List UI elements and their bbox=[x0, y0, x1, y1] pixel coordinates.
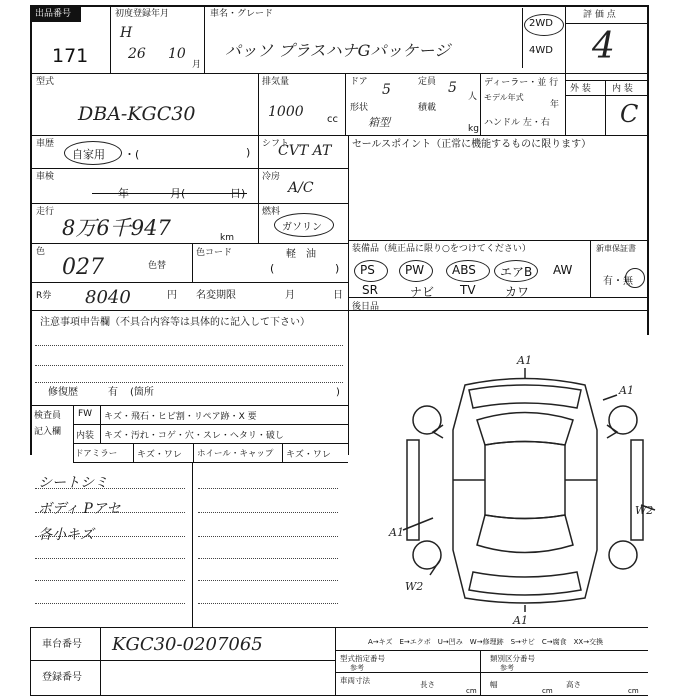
registration-label: 初度登録年月 bbox=[115, 9, 170, 19]
cert-ref-2: 参考 bbox=[500, 664, 514, 672]
interior-value: C bbox=[620, 100, 639, 128]
model-label: 型式 bbox=[36, 77, 55, 87]
inspector-interior-head: 内装 bbox=[76, 431, 95, 441]
expiry-day: 日 bbox=[333, 290, 343, 301]
registration-year: 26 bbox=[128, 46, 146, 62]
fuel-value: ガソリン bbox=[282, 222, 322, 233]
drive-4wd: 4WD bbox=[529, 45, 553, 56]
inspection-year: 年 bbox=[118, 187, 129, 200]
fuel-open: ( bbox=[270, 262, 275, 275]
new-warranty-label: 新車保証書 bbox=[596, 244, 636, 253]
inspection-label: 車検 bbox=[36, 172, 55, 182]
recycle-value: 8040 bbox=[85, 287, 131, 308]
car-windshield bbox=[477, 413, 573, 446]
plate-label: 登録番号 bbox=[42, 672, 82, 683]
sales-point-label: セールスポイント（正常に機能するものに限ります） bbox=[352, 139, 592, 150]
repair-place-label: (箇所 bbox=[130, 387, 154, 398]
year-unit: 年 bbox=[550, 100, 560, 110]
expiry-month: 月 bbox=[285, 290, 295, 301]
mark-a1-topright: A1 bbox=[619, 384, 634, 397]
leader-a1-topright bbox=[603, 395, 617, 400]
repair-history-label: 修復歴 bbox=[48, 387, 78, 398]
height-label: 高さ bbox=[566, 680, 581, 689]
recycle-label: R券 bbox=[36, 291, 52, 301]
new-warranty-value: 有・無 bbox=[603, 276, 633, 287]
equipment-item-3: ABS bbox=[452, 263, 476, 277]
mark-a1-top: A1 bbox=[517, 354, 532, 367]
history-label: 車歴 bbox=[36, 139, 55, 149]
color-code-label: 色コード bbox=[196, 248, 233, 258]
equipment-item-4: エアB bbox=[500, 265, 533, 279]
inspection-month: 月( bbox=[170, 187, 186, 200]
car-roof bbox=[485, 442, 565, 519]
height-cm: cm bbox=[628, 687, 639, 695]
cc-unit: cc bbox=[327, 114, 338, 125]
history-suffix: ・( bbox=[124, 148, 140, 161]
handwritten-note-3: 各小キズ bbox=[38, 527, 94, 543]
exterior-label: 外 装 bbox=[570, 84, 591, 94]
right-side-panel bbox=[631, 440, 643, 540]
registration-month: 10 bbox=[168, 46, 186, 62]
car-name-value: パッソ プラスハナGパッケージ bbox=[225, 41, 451, 60]
inspector-label-1: 検査員 bbox=[34, 411, 62, 421]
length-cm: cm bbox=[466, 687, 477, 695]
fuel-close: ) bbox=[335, 262, 340, 275]
score-value: 4 bbox=[592, 26, 615, 67]
dealer-label: ディーラー・並 行 bbox=[484, 78, 559, 88]
repair-history-value: 有 bbox=[108, 387, 118, 398]
shape-label: 形状 bbox=[350, 103, 369, 113]
lot-number-label: 出品番号 bbox=[35, 9, 72, 19]
color-label: 色 bbox=[36, 247, 46, 257]
mileage-label: 走行 bbox=[36, 207, 55, 217]
rear-item-label: 後日品 bbox=[352, 302, 380, 312]
notes-label: 注意事項申告欄（不具合内容等は具体的に記入して下さい） bbox=[40, 317, 310, 328]
person-unit: 人 bbox=[468, 92, 478, 102]
inspection-day: 日) bbox=[230, 187, 246, 200]
cooling-label: 冷房 bbox=[262, 172, 281, 182]
model-year-label: モデル年式 bbox=[484, 93, 524, 102]
equipment-item-row2-3: TV bbox=[460, 283, 476, 297]
repair-close: ) bbox=[336, 387, 340, 398]
car-rear-window bbox=[477, 515, 573, 553]
mirror-left bbox=[433, 425, 443, 438]
shape-value: 箱型 bbox=[368, 116, 390, 129]
mark-w2-bottom: W2 bbox=[405, 580, 424, 593]
fuel-diesel: 軽 油 bbox=[286, 249, 316, 260]
car-name-label: 車名・グレード bbox=[210, 9, 274, 19]
wheel-rear-right bbox=[609, 541, 637, 569]
month-unit: 月 bbox=[192, 60, 202, 70]
equipment-label: 装備品（純正品に限り○をつけてください） bbox=[352, 244, 531, 254]
load-label: 積載 bbox=[418, 103, 437, 113]
cert-label-2: 類別区分番号 bbox=[490, 654, 535, 663]
inspector-mirror-damage: キズ・ワレ bbox=[137, 450, 182, 460]
inspector-wheel-cap: ホイール・キャップ bbox=[197, 449, 274, 459]
name-change-expiry-label: 名変期限 bbox=[196, 290, 236, 301]
inspector-fw-head: FW bbox=[78, 409, 93, 419]
displacement-value: 1000 bbox=[268, 104, 304, 120]
car-damage-diagram bbox=[385, 350, 665, 630]
history-value: 自家用 bbox=[72, 148, 105, 161]
cooling-value: A/C bbox=[288, 180, 314, 196]
drive-2wd: 2WD bbox=[529, 18, 553, 29]
inspector-label-2: 記入欄 bbox=[34, 427, 62, 437]
cert-ref-1: 参考 bbox=[350, 664, 364, 672]
width-cm: cm bbox=[542, 687, 553, 695]
door-value: 5 bbox=[382, 82, 391, 98]
equipment-item-1: PS bbox=[360, 263, 375, 277]
registration-era: H bbox=[120, 25, 133, 41]
mark-w2-right: W2 bbox=[635, 504, 654, 517]
capacity-value: 5 bbox=[448, 80, 457, 96]
cert-label-1: 型式指定番号 bbox=[340, 654, 385, 663]
handwritten-note-2: ボディ Pアセ bbox=[38, 501, 121, 517]
mark-a1-left: A1 bbox=[389, 526, 404, 539]
score-label: 評 価 点 bbox=[583, 10, 616, 20]
repaint-label: 色替 bbox=[148, 261, 167, 271]
mark-a1-bottom: A1 bbox=[513, 614, 528, 627]
equipment-item-row2-1: SR bbox=[362, 283, 378, 297]
equipment-item-row2-4: カワ bbox=[505, 285, 530, 299]
car-rear-bumper bbox=[469, 572, 581, 595]
handwritten-note-1: シートシミ bbox=[38, 475, 108, 491]
width-label: 幅 bbox=[490, 680, 498, 689]
fuel-label: 燃料 bbox=[262, 207, 281, 217]
handle-label: ハンドル 左・右 bbox=[484, 118, 550, 128]
door-label: ドア bbox=[350, 77, 368, 87]
interior-label: 内 装 bbox=[612, 84, 633, 94]
displacement-label: 排気量 bbox=[262, 77, 290, 87]
capacity-label: 定員 bbox=[418, 77, 437, 87]
equipment-item-5: AW bbox=[553, 263, 573, 277]
chassis-label: 車台番号 bbox=[42, 639, 82, 650]
mileage-unit: km bbox=[220, 233, 234, 243]
warranty-none-circle bbox=[625, 268, 645, 288]
inspector-fw-row: キズ・飛石・ヒビ割・リペア跡・X 要 bbox=[104, 412, 257, 422]
model-value: DBA-KGC30 bbox=[78, 103, 196, 125]
color-value: 027 bbox=[62, 255, 104, 280]
shift-value: CVT AT bbox=[278, 143, 332, 159]
recycle-unit: 円 bbox=[167, 290, 177, 301]
inspector-interior-row: キズ・汚れ・コゲ・穴・スレ・ヘタリ・破し bbox=[104, 431, 284, 441]
mileage-value: 8万6千947 bbox=[62, 216, 171, 240]
shift-label: シフト bbox=[262, 139, 290, 149]
car-front-bumper bbox=[469, 385, 581, 408]
kg-unit: kg bbox=[468, 124, 479, 134]
equipment-item-row2-2: ナビ bbox=[410, 285, 435, 299]
inspector-door-mirror: ドアミラー bbox=[75, 449, 118, 459]
mirror-right bbox=[607, 425, 617, 438]
inspector-wheel-damage: キズ・ワレ bbox=[286, 450, 331, 460]
lot-number-value: 171 bbox=[52, 45, 89, 67]
chassis-value: KGC30-0207065 bbox=[112, 634, 263, 655]
length-label: 長さ bbox=[420, 680, 435, 689]
damage-legend: A→キズ E→エクボ U→凹み W→修理跡 S→サビ C→腐食 XX→交換 bbox=[368, 638, 604, 646]
body-size-label: 車両寸法 bbox=[340, 676, 370, 685]
equipment-item-2: PW bbox=[405, 263, 425, 277]
history-close: ) bbox=[246, 146, 251, 159]
